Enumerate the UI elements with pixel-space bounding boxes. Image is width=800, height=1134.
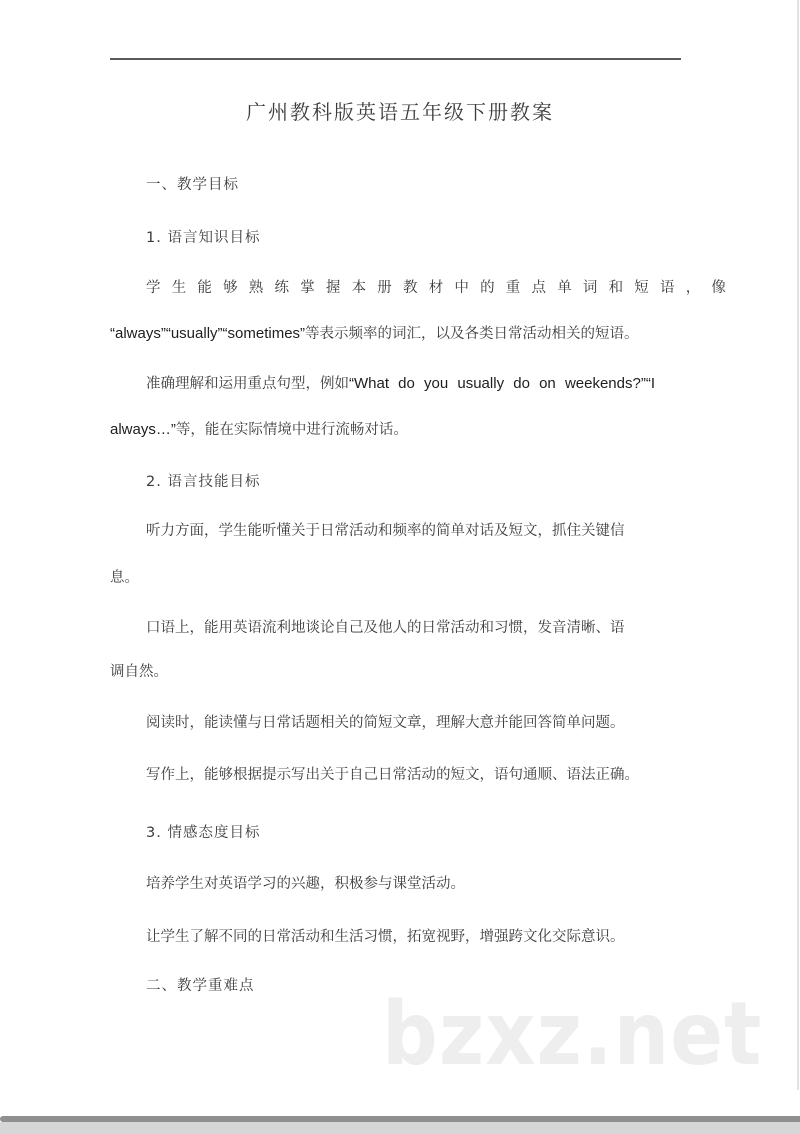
- paragraph-line: 写作上，能够根据提示写出关于自己日常活动的短文，语句通顺、语法正确。: [146, 767, 639, 783]
- paragraph-line: [146, 374, 678, 394]
- frequency-words: “always”“usually”“sometimes”: [110, 325, 306, 342]
- section-heading-teaching-objectives: 一、教学目标: [146, 177, 239, 193]
- example-sentence: always…”: [110, 421, 176, 438]
- document-title: 广州教科版英语五年级下册教案: [246, 100, 554, 124]
- paragraph-text: 等表示频率的词汇，以及各类日常活动相关的短语。: [305, 326, 639, 342]
- paragraph-line: [110, 324, 678, 344]
- paragraph-line: 口语上，能用英语流利地谈论自己及他人的日常活动和习惯，发音清晰、语: [146, 620, 625, 636]
- subsection-heading-language-skills: 2. 语言技能目标: [146, 474, 261, 490]
- subsection-heading-emotional-attitude: 3. 情感态度目标: [146, 825, 261, 841]
- paragraph-line: 调自然。: [110, 664, 168, 680]
- paragraph-text: 准确理解和运用重点句型，例如: [146, 376, 349, 392]
- viewer-background-strip: [0, 1122, 800, 1134]
- paragraph-line: 听力方面，学生能听懂关于日常活动和频率的简单对话及短文，抓住关键信: [146, 523, 625, 539]
- paragraph-line: 让学生了解不同的日常活动和生活习惯，拓宽视野，增强跨文化交际意识。: [146, 929, 625, 945]
- paragraph-line: 息。: [110, 570, 139, 586]
- paragraph-line: 学生能够熟练掌握本册教材中的重点单词和短语，像: [146, 280, 738, 296]
- paragraph-line: 阅读时，能读懂与日常话题相关的简短文章，理解大意并能回答简单问题。: [146, 715, 625, 731]
- subsection-heading-language-knowledge: 1. 语言知识目标: [146, 230, 261, 246]
- watermark: bzxz.net: [382, 984, 763, 1086]
- paragraph-line: [110, 420, 678, 440]
- paragraph-text: 等，能在实际情境中进行流畅对话。: [175, 422, 408, 438]
- paragraph-line: 培养学生对英语学习的兴趣，积极参与课堂活动。: [146, 876, 465, 892]
- header-rule: [110, 58, 681, 60]
- section-heading-key-difficulties: 二、教学重难点: [146, 978, 255, 994]
- example-sentence: “What do you usually do on weekends?”“I: [349, 375, 655, 392]
